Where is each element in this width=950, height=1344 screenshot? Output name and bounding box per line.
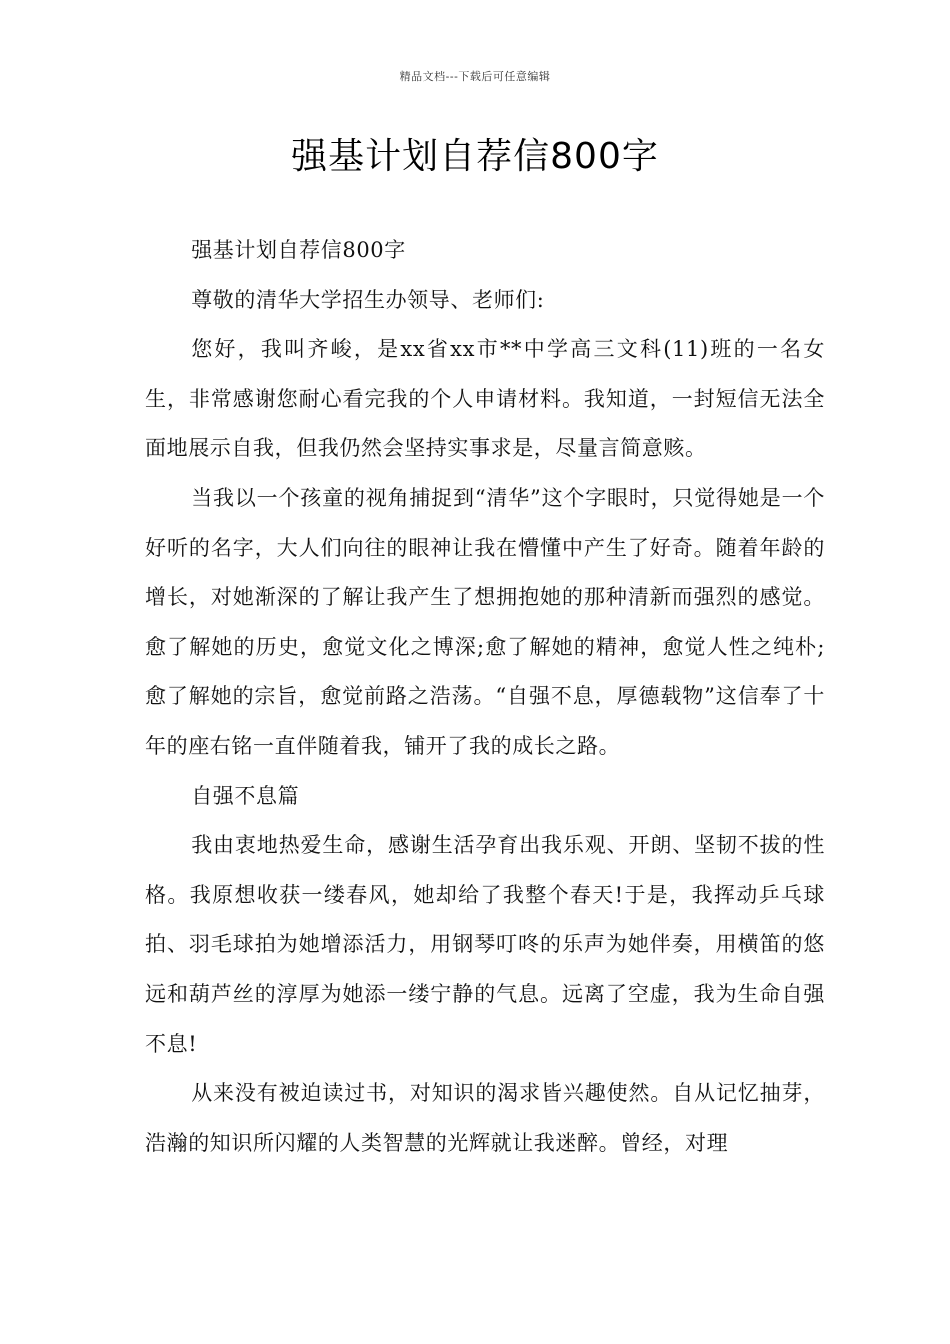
section-heading: 自强不息篇 xyxy=(191,783,300,808)
paragraph-greeting: 您好，我叫齐峻，是xx省xx市**中学高三文科(11)班的一名女生，非常感谢您耐心看完我的个人申请材料。我知道，一封短信无法全面地展示自我，但我仍然会坚持实事求是，尽量言简意赅。 xyxy=(145,337,825,461)
paragraph-salutation: 尊敬的清华大学招生办领导、老师们: xyxy=(191,287,545,312)
paragraph-life: 我由衷地热爱生命，感谢生活孕育出我乐观、开朗、坚韧不拔的性格。我原想收获一缕春风，她却给了我整个春天!于是，我挥动乒乓球拍、羽毛球拍为她增添活力，用钢琴叮咚的乐声为她伴奏，用横笛的悠远和葫芦丝的淳厚为她添一缕宁静的气息。远离了空虚，我为生命自强不息! xyxy=(145,833,825,1056)
paragraph-subtitle: 强基计划自荐信800字 xyxy=(191,238,406,262)
paragraph-qinghua: 当我以一个孩童的视角捕捉到“清华”这个字眼时，只觉得她是一个好听的名字，大人们向往的眼神让我在懵懂中产生了好奇。随着年龄的增长，对她渐深的了解让我产生了想拥抱她的那种清新而强烈的感觉。愈了解她的历史，愈觉文化之博深;愈了解她的精神，愈觉人性之纯朴;愈了解她的宗旨，愈觉前路之浩荡。“自强不息，厚德载物”这信奉了十年的座右铭一直伴随着我，铺开了我的成长之路。 xyxy=(145,485,825,758)
header-note: 精品文档---下载后可任意编辑 xyxy=(399,70,551,83)
document-body xyxy=(145,226,825,1168)
document-title: 强基计划自荐信800字 xyxy=(291,136,659,177)
paragraph-knowledge: 从来没有被迫读过书，对知识的渴求皆兴趣使然。自从记忆抽芽，浩瀚的知识所闪耀的人类智慧的光辉就让我迷醉。曾经，对理 xyxy=(145,1081,825,1155)
